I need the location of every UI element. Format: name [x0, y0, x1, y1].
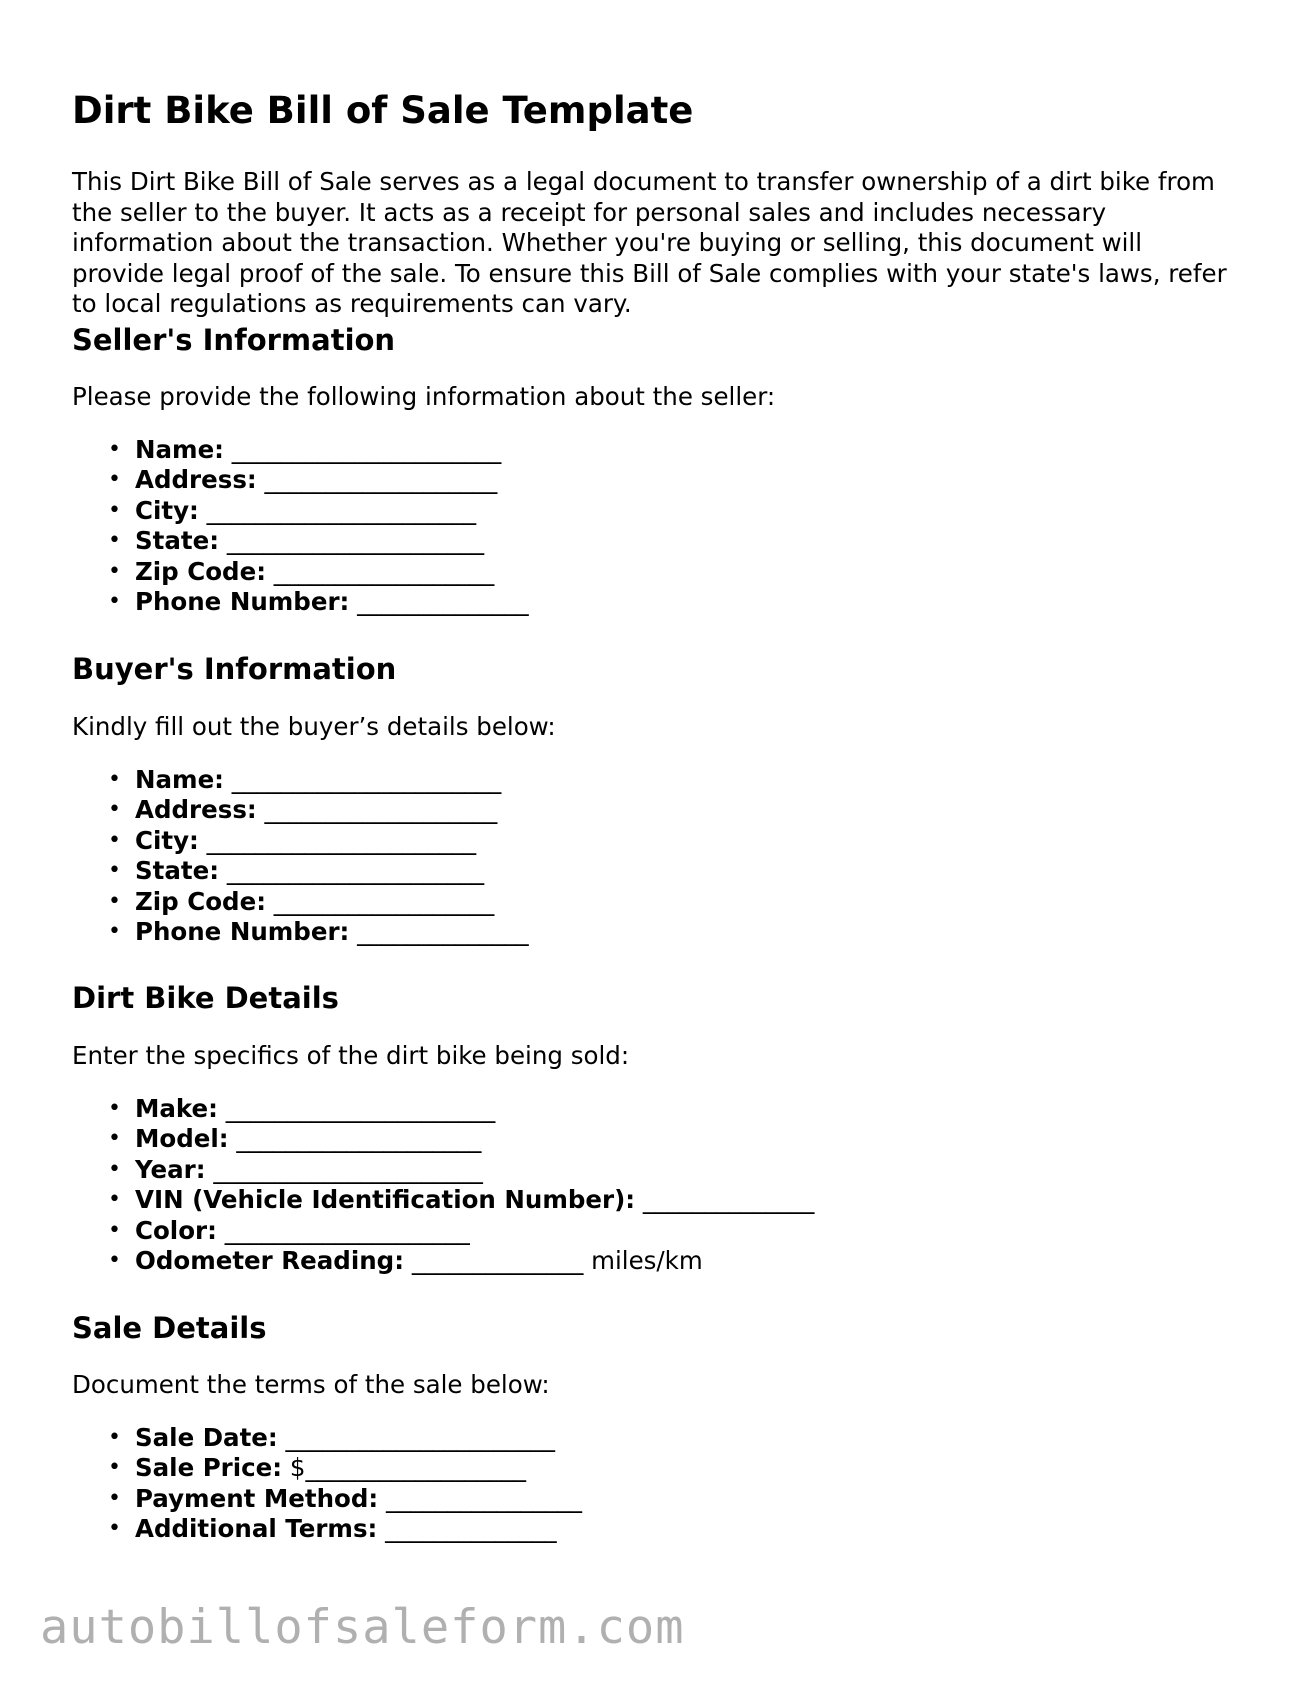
fill-blank[interactable]: ________________ — [386, 1483, 582, 1513]
buyer-phone-field[interactable]: • Phone Number: ______________ — [108, 916, 529, 946]
seller-city-field[interactable]: • City: ______________________ — [108, 495, 477, 525]
bike-year-field[interactable]: • Year: ______________________ — [108, 1154, 483, 1184]
bike-fields — [72, 1094, 814, 1276]
fill-blank[interactable]: __________________ — [273, 556, 495, 586]
bike-make-field[interactable]: • Make: ______________________ — [108, 1094, 496, 1123]
payment-method-field[interactable]: • Payment Method: ________________ — [108, 1483, 582, 1513]
buyer-fields — [72, 765, 529, 947]
bullet-icon: • — [108, 558, 121, 584]
fill-blank[interactable]: ___________________ — [264, 795, 498, 825]
page-title: Dirt Bike Bill of Sale Template — [72, 89, 694, 132]
bike-model-field[interactable]: • Model: ____________________ — [108, 1124, 482, 1154]
bullet-icon: • — [108, 1485, 121, 1511]
fill-blank[interactable]: ______________ — [357, 586, 529, 616]
bullet-icon: • — [108, 1425, 121, 1450]
bullet-icon: • — [108, 1126, 121, 1152]
seller-name-field[interactable]: • Name: ______________________ — [108, 435, 502, 464]
fill-blank[interactable]: ______________________ — [225, 1094, 496, 1123]
bike-vin-field[interactable]: • VIN (Vehicle Identification Number): ______________ — [108, 1185, 815, 1215]
bike-color-field[interactable]: • Color: ____________________ — [108, 1215, 470, 1245]
fill-blank[interactable]: ______________________ — [231, 765, 502, 794]
seller-address-field[interactable]: • Address: ___________________ — [108, 465, 498, 495]
bullet-icon: • — [108, 767, 121, 792]
fill-blank[interactable]: ______________ — [642, 1185, 815, 1215]
bullet-icon: • — [108, 1156, 121, 1182]
intro-paragraph: This Dirt Bike Bill of Sale serves as a legal document to transfer ownership of a dirt bike from the seller to the buyer. It acts as a receipt for personal sales and includes necessary information about the transaction. Whether you're buying or selling, this document will provide legal proof of the sale. To ensure this Bill of Sale complies with your state's laws, refer to local regulations as requirements can vary. — [72, 167, 1227, 318]
fill-blank[interactable]: ______________________ — [206, 495, 477, 525]
buyer-address-field[interactable]: • Address: ___________________ — [108, 795, 498, 825]
bullet-icon: • — [108, 588, 121, 614]
sale-price-field[interactable]: • Sale Price: $__________________ — [108, 1453, 526, 1483]
buyer-zip-field[interactable]: • Zip Code: __________________ — [108, 886, 495, 916]
bullet-icon: • — [108, 528, 121, 554]
bullet-icon: • — [108, 1516, 121, 1542]
fill-blank[interactable]: ______________ — [411, 1245, 584, 1275]
bullet-icon: • — [108, 467, 121, 493]
fill-blank[interactable]: _____________________ — [226, 526, 485, 556]
seller-phone-field[interactable]: • Phone Number: ______________ — [108, 586, 529, 616]
buyer-heading: Buyer's Information — [72, 652, 397, 686]
sale-heading: Sale Details — [72, 1311, 267, 1345]
fill-blank[interactable]: ______________________ — [231, 435, 502, 464]
fill-blank[interactable]: $__________________ — [289, 1453, 526, 1483]
buyer-lead: Kindly fill out the buyer’s details below: — [72, 712, 556, 741]
sale-lead: Document the terms of the sale below: — [72, 1370, 550, 1399]
fill-blank[interactable]: ____________________ — [236, 1124, 482, 1154]
watermark-text: autobillofsaleform.com — [40, 1600, 685, 1655]
seller-state-field[interactable]: • State: _____________________ — [108, 526, 485, 556]
sale-date-field[interactable]: • Sale Date: ______________________ — [108, 1423, 556, 1452]
bullet-icon: • — [108, 1217, 121, 1243]
bike-lead: Enter the specifics of the dirt bike being sold: — [72, 1041, 630, 1070]
bullet-icon: • — [108, 797, 121, 823]
bullet-icon: • — [108, 1455, 121, 1481]
sale-fields — [72, 1423, 582, 1545]
bike-odometer-field[interactable]: • Odometer Reading: ______________ miles/km — [108, 1245, 703, 1275]
fill-blank[interactable]: _____________________ — [226, 856, 485, 886]
bullet-icon: • — [108, 1096, 121, 1121]
bullet-icon: • — [108, 918, 121, 944]
bike-heading: Dirt Bike Details — [72, 981, 339, 1015]
buyer-name-field[interactable]: • Name: ______________________ — [108, 765, 502, 794]
buyer-city-field[interactable]: • City: ______________________ — [108, 825, 477, 855]
additional-terms-field[interactable]: • Additional Terms: ______________ — [108, 1514, 557, 1544]
fill-blank[interactable]: ______________________ — [206, 825, 477, 855]
seller-heading: Seller's Information — [72, 323, 396, 357]
bullet-icon: • — [108, 858, 121, 884]
fill-blank[interactable]: ______________ — [385, 1514, 557, 1544]
fill-blank[interactable]: ___________________ — [264, 465, 498, 495]
seller-zip-field[interactable]: • Zip Code: __________________ — [108, 556, 495, 586]
odometer-unit: miles/km — [583, 1245, 703, 1275]
fill-blank[interactable]: ______________________ — [285, 1423, 556, 1452]
fill-blank[interactable]: ______________ — [357, 916, 529, 946]
seller-fields — [72, 435, 529, 617]
bullet-icon: • — [108, 827, 121, 853]
fill-blank[interactable]: ______________________ — [213, 1154, 483, 1184]
fill-blank[interactable]: ____________________ — [224, 1215, 470, 1245]
buyer-state-field[interactable]: • State: _____________________ — [108, 856, 485, 886]
fill-blank[interactable]: __________________ — [273, 886, 495, 916]
bullet-icon: • — [108, 437, 121, 462]
seller-lead: Please provide the following information about the seller: — [72, 382, 776, 411]
bullet-icon: • — [108, 888, 121, 914]
bullet-icon: • — [108, 1187, 121, 1213]
bullet-icon: • — [108, 1247, 121, 1273]
bullet-icon: • — [108, 497, 121, 523]
